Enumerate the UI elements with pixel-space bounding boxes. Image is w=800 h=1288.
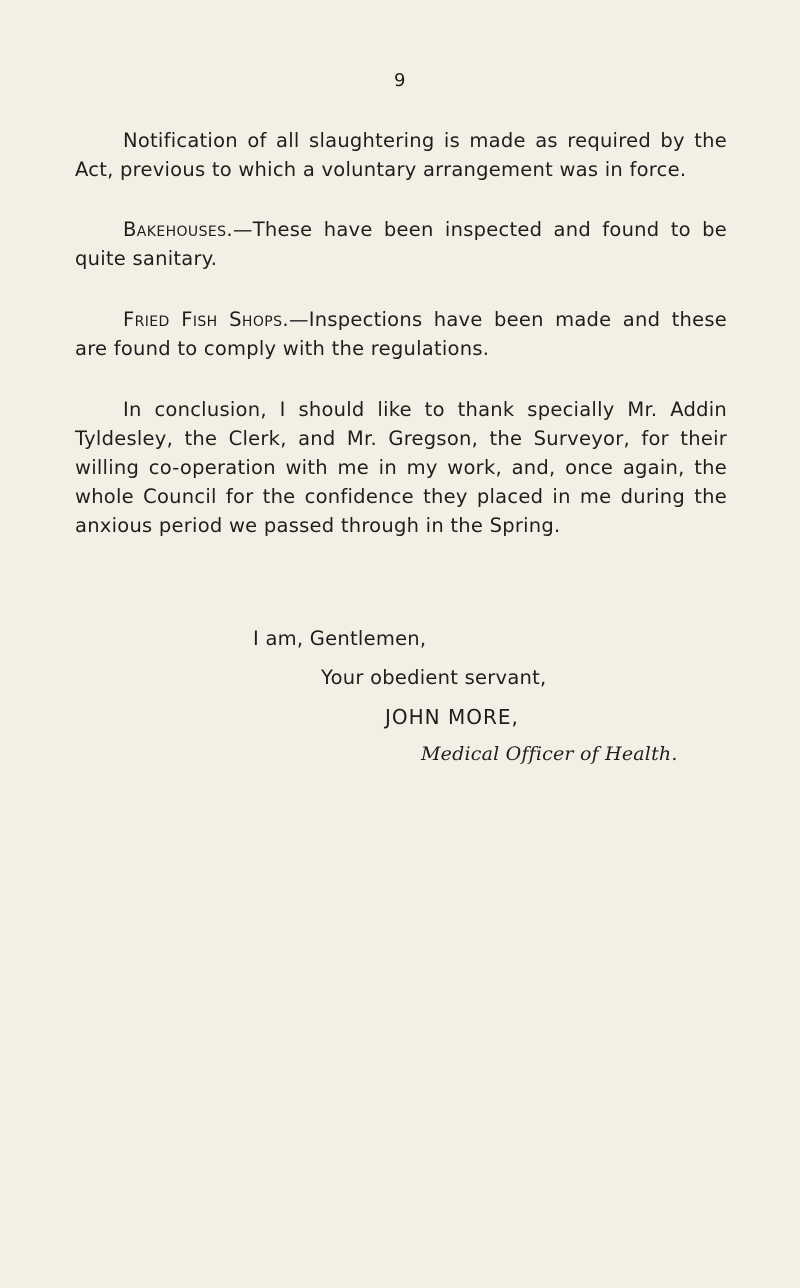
signature-title: Medical Officer of Health. <box>421 743 678 765</box>
fried-fish-text: —Inspections have been made and these are found to comply with the regulations. <box>75 308 727 360</box>
signature-greeting: I am, Gentlemen, <box>253 627 427 650</box>
bakehouses-heading: Bakehouses. <box>123 218 233 241</box>
signature-closing: Your obedient servant, <box>321 666 547 689</box>
paragraph-notification: Notification of all slaughtering is made as required by the Act, previous to which a voluntary arrangement was in force. <box>75 129 727 181</box>
paragraph-fried-fish-shops <box>75 305 727 363</box>
signature-name: JOHN MORE, <box>385 705 519 729</box>
fried-fish-heading: Fried Fish Shops. <box>123 308 289 331</box>
bakehouses-text: —These have been inspected and found to be quite sanitary. <box>75 218 727 270</box>
paragraph-conclusion: In conclusion, I should like to thank specially Mr. Addin Tyldesley, the Clerk, and Mr. Gregson, the Surveyor, for their willing co-operation with me in my work, and, once again, the whole Council for the confidence they placed in me during the anxious period we passed through in the Spring. <box>75 398 727 537</box>
page-number: 9 <box>394 70 406 91</box>
paragraph-bakehouses <box>75 215 727 273</box>
